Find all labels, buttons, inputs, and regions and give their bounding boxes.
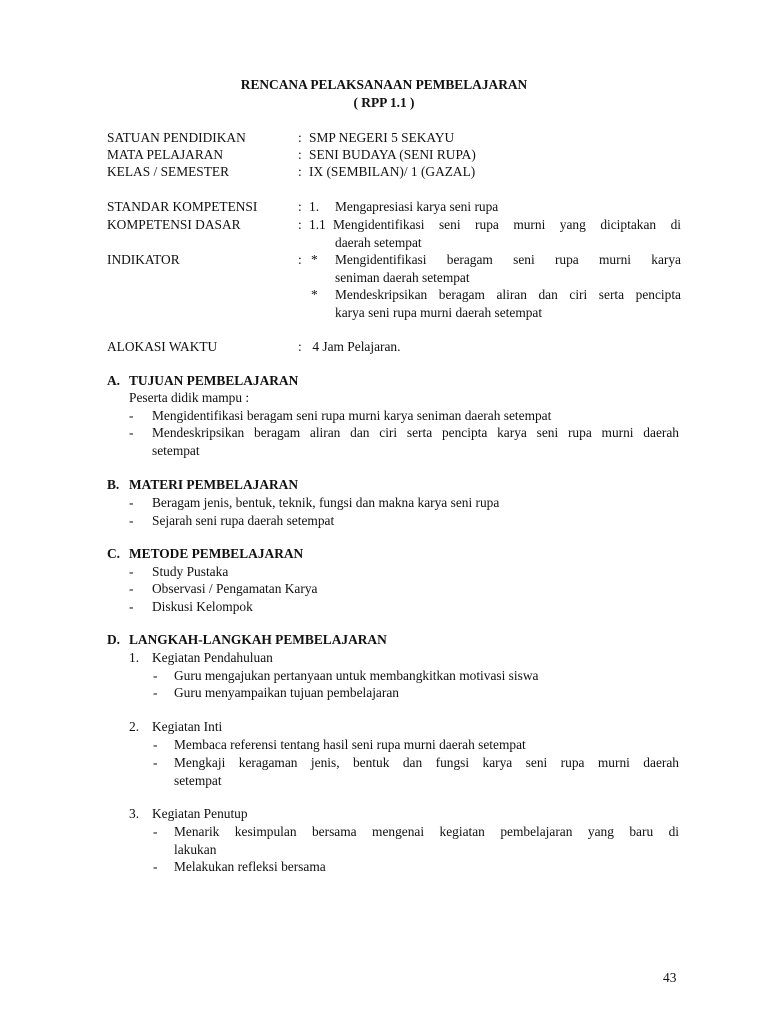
standar-kompetensi-text: Mengapresiasi karya seni rupa xyxy=(335,199,499,214)
section-title: MATERI PEMBELAJARAN xyxy=(129,477,298,492)
section-letter: D. xyxy=(107,632,121,647)
list-item: Mengidentifikasi beragam seni rupa murni karya seniman daerah setempat xyxy=(152,408,552,423)
list-dash: - xyxy=(129,513,134,528)
colon: : xyxy=(298,130,302,145)
list-item: Observasi / Pengamatan Karya xyxy=(152,581,318,596)
list-dash: - xyxy=(153,824,158,839)
list-item: Study Pustaka xyxy=(152,564,229,579)
colon: : xyxy=(298,252,302,267)
alokasi-waktu-value: 4 Jam Pelajaran. xyxy=(309,339,401,354)
list-dash: - xyxy=(129,425,134,440)
list-dash: - xyxy=(153,755,158,770)
step-title: Kegiatan Penutup xyxy=(152,806,248,821)
identity-label: SATUAN PENDIDIKAN xyxy=(107,130,246,145)
list-item-line: Menarik kesimpulan bersama mengenai kegiatan pembelajaran yang baru di xyxy=(174,824,679,839)
section-a-intro: Peserta didik mampu : xyxy=(129,390,250,405)
list-dash: - xyxy=(129,581,134,596)
identity-value: SENI BUDAYA (SENI RUPA) xyxy=(309,147,476,162)
step-number: 2. xyxy=(129,719,140,734)
page-number: 43 xyxy=(663,970,677,985)
indikator-item xyxy=(335,286,681,321)
standar-kompetensi-number: 1. xyxy=(309,199,320,214)
list-item-line: Mendeskripsikan beragam aliran dan ciri serta pencipta karya seni rupa murni daerah xyxy=(152,425,679,440)
list-item-line: setempat xyxy=(174,772,222,788)
list-item-line: setempat xyxy=(152,442,200,458)
list-dash: - xyxy=(153,859,158,874)
kompetensi-dasar-line: Mengidentifikasi seni rupa murni yang diciptakan di xyxy=(333,217,681,232)
indikator-label: INDIKATOR xyxy=(107,252,180,267)
section-letter: A. xyxy=(107,373,121,388)
list-item-line: Mengkaji keragaman jenis, bentuk dan fungsi karya seni rupa murni daerah xyxy=(174,755,679,770)
kompetensi-dasar-number: 1.1 xyxy=(309,217,326,232)
list-item xyxy=(174,823,679,858)
section-title: LANGKAH-LANGKAH PEMBELAJARAN xyxy=(129,632,387,647)
list-item xyxy=(174,754,679,789)
list-item: Membaca referensi tentang hasil seni rupa murni daerah setempat xyxy=(174,737,526,752)
list-dash: - xyxy=(129,495,134,510)
indikator-bullet: * xyxy=(311,287,318,302)
list-dash: - xyxy=(129,564,134,579)
list-item: Diskusi Kelompok xyxy=(152,599,253,614)
section-title: METODE PEMBELAJARAN xyxy=(129,546,304,561)
identity-label: MATA PELAJARAN xyxy=(107,147,224,162)
list-dash: - xyxy=(129,599,134,614)
document-title: RENCANA PELAKSANAAN PEMBELAJARAN xyxy=(240,77,528,92)
indikator-bullet: * xyxy=(311,252,318,267)
list-item xyxy=(152,424,679,459)
kompetensi-dasar-line: daerah setempat xyxy=(335,234,422,250)
section-title: TUJUAN PEMBELAJARAN xyxy=(129,373,299,388)
step-title: Kegiatan Inti xyxy=(152,719,223,734)
colon: : xyxy=(298,164,302,179)
list-dash: - xyxy=(153,685,158,700)
list-dash: - xyxy=(129,408,134,423)
indikator-item xyxy=(335,251,681,286)
indikator-line: Mengidentifikasi beragam seni rupa murni karya xyxy=(335,252,681,267)
colon: : xyxy=(298,339,302,354)
list-dash: - xyxy=(153,668,158,683)
standar-kompetensi-label: STANDAR KOMPETENSI xyxy=(107,199,258,214)
step-number: 3. xyxy=(129,806,140,821)
colon: : xyxy=(298,217,302,232)
list-item: Guru mengajukan pertanyaan untuk membangkitkan motivasi siswa xyxy=(174,668,539,683)
identity-label: KELAS / SEMESTER xyxy=(107,164,230,179)
list-dash: - xyxy=(153,737,158,752)
alokasi-waktu-label: ALOKASI WAKTU xyxy=(107,339,218,354)
identity-value: SMP NEGERI 5 SEKAYU xyxy=(309,130,455,145)
indikator-line: karya seni rupa murni daerah setempat xyxy=(335,304,543,320)
indikator-line: seniman daerah setempat xyxy=(335,269,470,285)
step-number: 1. xyxy=(129,650,140,665)
kompetensi-dasar-label: KOMPETENSI DASAR xyxy=(107,217,241,232)
identity-value: IX (SEMBILAN)/ 1 (GAZAL) xyxy=(309,164,476,179)
list-item: Melakukan refleksi bersama xyxy=(174,859,326,874)
colon: : xyxy=(298,199,302,214)
document-subtitle: ( RPP 1.1 ) xyxy=(353,95,415,110)
kompetensi-dasar-text xyxy=(333,216,681,251)
step-title: Kegiatan Pendahuluan xyxy=(152,650,273,665)
list-item-line: lakukan xyxy=(174,841,217,857)
list-item: Sejarah seni rupa daerah setempat xyxy=(152,513,335,528)
indikator-line: Mendeskripsikan beragam aliran dan ciri serta pencipta xyxy=(335,287,681,302)
list-item: Guru menyampaikan tujuan pembelajaran xyxy=(174,685,399,700)
colon: : xyxy=(298,147,302,162)
section-letter: C. xyxy=(107,546,121,561)
list-item: Beragam jenis, bentuk, teknik, fungsi dan makna karya seni rupa xyxy=(152,495,500,510)
section-letter: B. xyxy=(107,477,120,492)
